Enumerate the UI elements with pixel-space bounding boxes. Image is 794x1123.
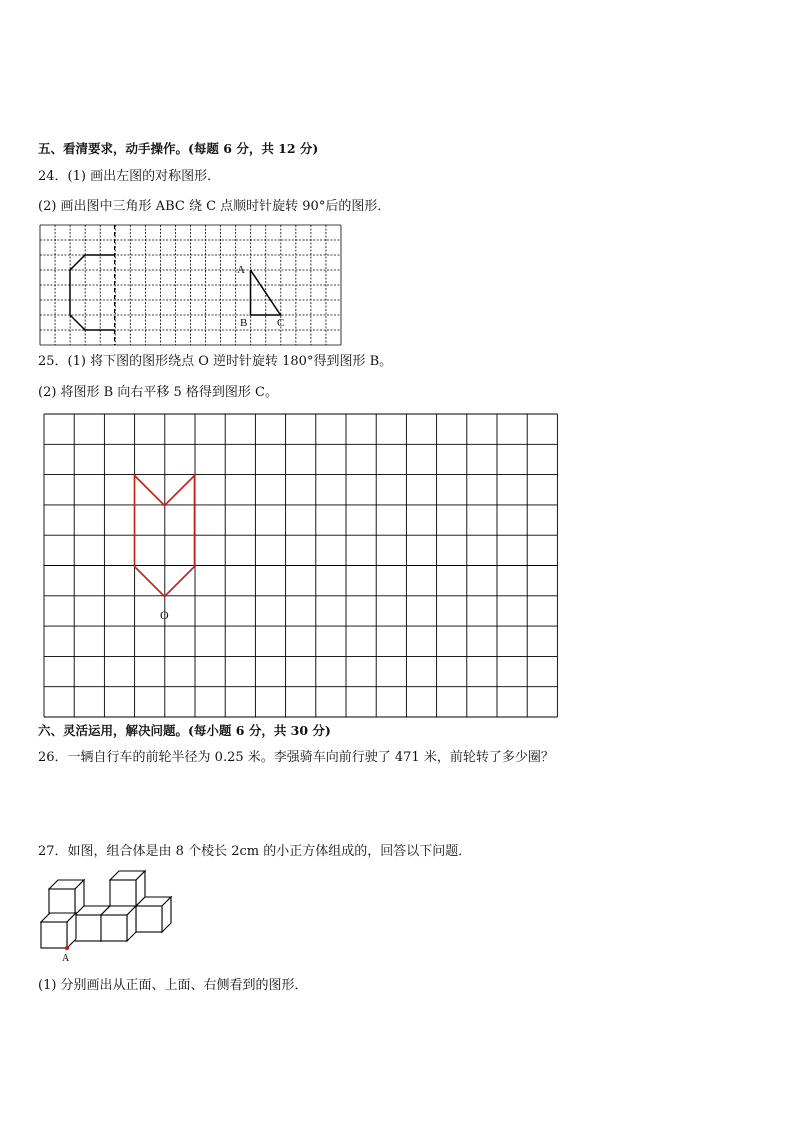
section-six-heading: 六、灵活运用，解决问题。(每小题 6 分，共 30 分) bbox=[38, 723, 331, 738]
q25-part1: 25．(1) 将下图的图形绕点 O 逆时针旋转 180°得到图形 B。 bbox=[38, 354, 393, 369]
label-o: O bbox=[160, 608, 169, 622]
q25-part2: (2) 将图形 B 向右平移 5 格得到图形 C。 bbox=[38, 385, 278, 400]
q27-part1: (1) 分别画出从正面、上面、右侧看到的图形． bbox=[38, 978, 308, 993]
label-b: B bbox=[240, 317, 248, 329]
cube-front-face bbox=[75, 915, 101, 941]
cube-front-face bbox=[136, 906, 162, 932]
label-point-a: A bbox=[62, 953, 70, 964]
cube-group bbox=[41, 871, 171, 948]
label-c: C bbox=[277, 317, 285, 329]
cube-front-face bbox=[41, 922, 67, 948]
cube-front-face bbox=[49, 889, 75, 915]
cube-front-face bbox=[110, 880, 136, 906]
label-a: A bbox=[237, 264, 245, 276]
cube-front-face bbox=[101, 915, 127, 941]
cube bbox=[110, 871, 145, 906]
q26-text: 26．一辆自行车的前轮半径为 0.25 米。李强骑车向前行驶了 471 米，前轮转了多少圈？ bbox=[38, 750, 554, 765]
cube bbox=[49, 880, 84, 915]
cube bbox=[41, 913, 76, 948]
point-a-marker bbox=[65, 946, 69, 950]
section-five-heading: 五、看清要求，动手操作。(每题 6 分，共 12 分) bbox=[38, 141, 319, 156]
cube bbox=[136, 897, 171, 932]
q24-part1: 24．(1) 画出左图的对称图形． bbox=[38, 169, 221, 184]
q27-text: 27．如图，组合体是由 8 个棱长 2cm 的小正方体组成的，回答以下问题． bbox=[38, 844, 472, 859]
q24-part2: (2) 画出图中三角形 ABC 绕 C 点顺时针旋转 90°后的图形． bbox=[38, 199, 391, 214]
cube bbox=[101, 906, 136, 941]
